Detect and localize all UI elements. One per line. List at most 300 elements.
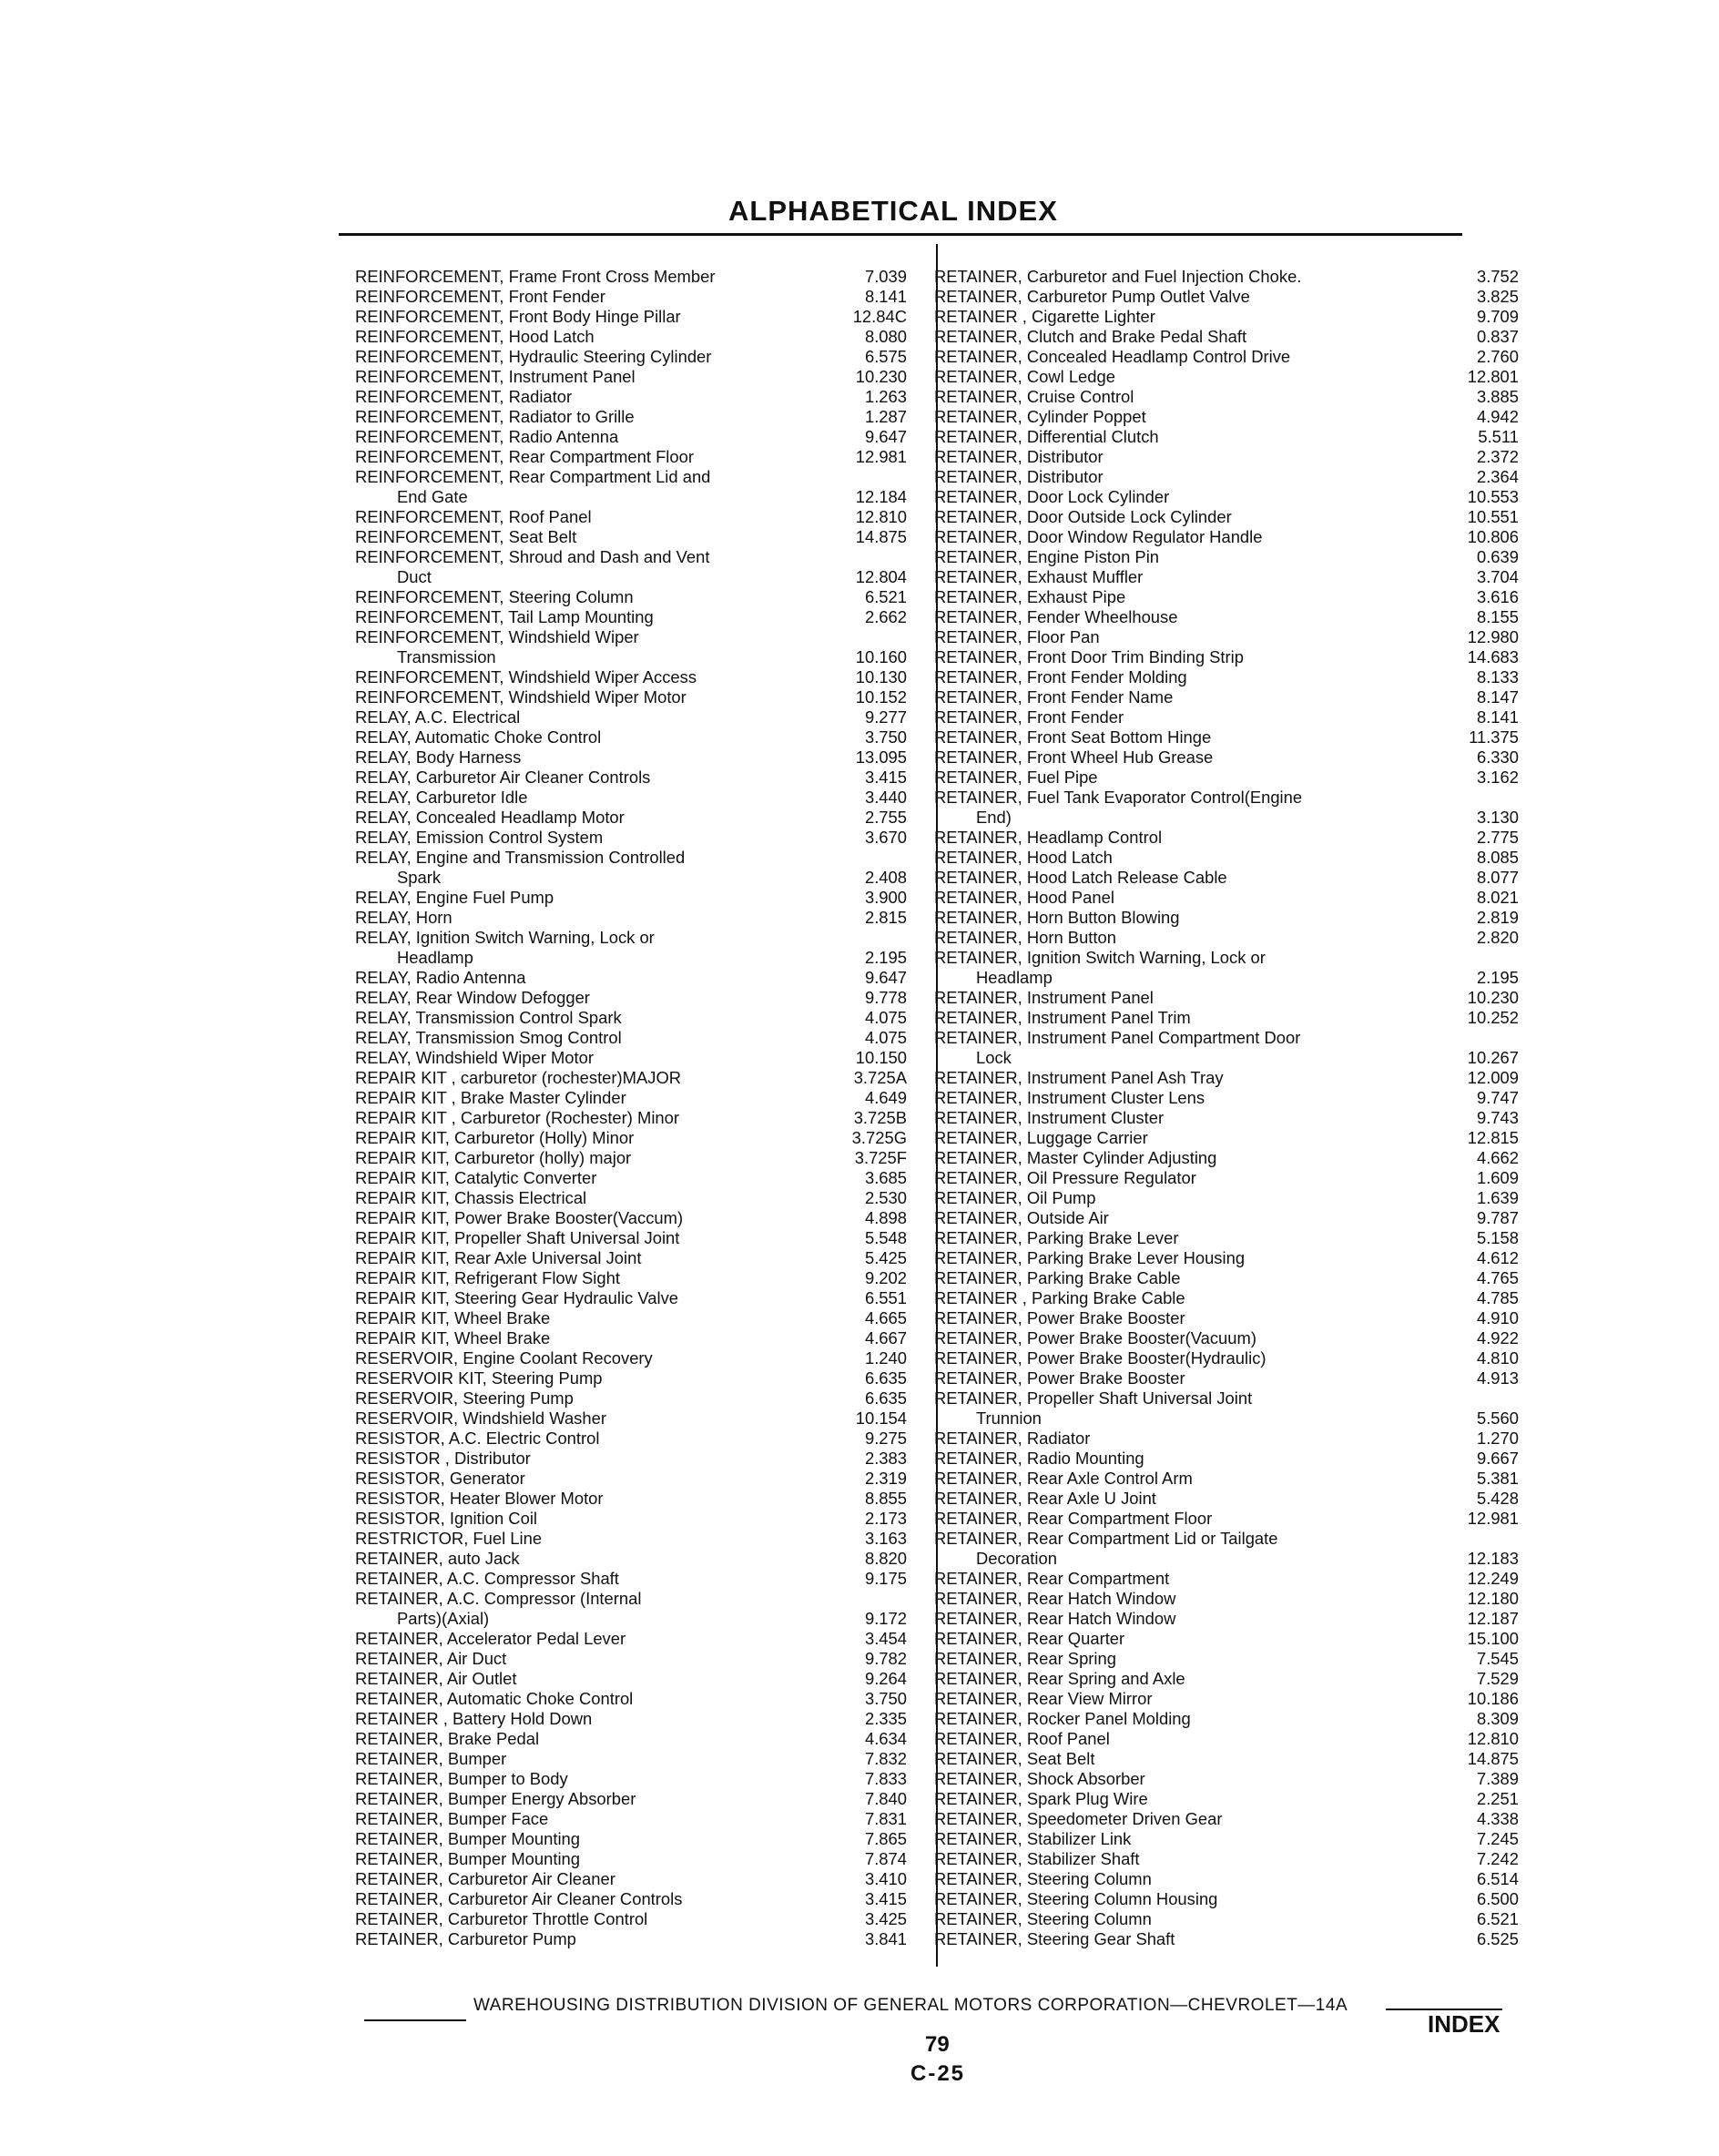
index-entry — [934, 948, 1519, 988]
entry-name: RELAY, Carburetor Air Cleaner Controls — [355, 768, 651, 787]
index-entry — [355, 1048, 925, 1068]
entry-name: RETAINER, Bumper Face — [355, 1809, 549, 1828]
entry-page-ref: 7.389 — [1476, 1769, 1519, 1788]
entry-name: REINFORCEMENT, Rear Compartment Lid and — [355, 467, 711, 486]
entry-page-ref: 5.381 — [1476, 1469, 1519, 1488]
entry-page-ref: 10.150 — [855, 1048, 907, 1067]
entry-name: RELAY, Engine and Transmission Controlled — [355, 848, 686, 867]
entry-page-ref: 7.245 — [1476, 1829, 1519, 1848]
index-entry — [934, 1729, 1519, 1749]
entry-name: REPAIR KIT, Refrigerant Flow Sight — [355, 1268, 620, 1287]
index-entry — [355, 507, 925, 527]
index-entry — [355, 447, 925, 467]
entry-name: RETAINER, Distributor — [934, 447, 1104, 466]
index-entry — [355, 1088, 925, 1108]
entry-name: RETAINER , Cigarette Lighter — [934, 307, 1155, 326]
entry-page-ref: 3.825 — [1476, 287, 1519, 306]
entry-page-ref: 8.077 — [1476, 868, 1519, 887]
entry-page-ref: 8.141 — [864, 287, 907, 306]
entry-name: REPAIR KIT, Wheel Brake — [355, 1308, 551, 1327]
index-entry — [355, 1789, 925, 1809]
entry-page-ref: 6.635 — [864, 1388, 907, 1408]
index-entry — [355, 387, 925, 407]
entry-page-ref: 8.155 — [1476, 607, 1519, 626]
entry-name: RETAINER, Fuel Tank Evaporator Control(Engine — [934, 788, 1303, 807]
entry-page-ref: 3.616 — [1476, 587, 1519, 606]
entry-page-ref: 9.647 — [864, 427, 907, 446]
entry-name: RETAINER, Cowl Ledge — [934, 367, 1115, 386]
entry-page-ref: 12.187 — [1467, 1609, 1519, 1628]
index-entry — [355, 1529, 925, 1549]
index-entry — [355, 267, 925, 287]
index-entry — [355, 1649, 925, 1669]
entry-name: RETAINER, Radio Mounting — [934, 1449, 1144, 1468]
entry-name: RETAINER, Cylinder Poppet — [934, 407, 1146, 426]
entry-name: REINFORCEMENT, Instrument Panel — [355, 367, 636, 386]
index-entry — [355, 828, 925, 848]
entry-page-ref: 12.815 — [1467, 1128, 1519, 1147]
index-entry — [355, 1569, 925, 1589]
entry-name-continued: Spark — [397, 868, 442, 887]
page-code: C-25 — [910, 2061, 966, 2086]
entry-page-ref: 4.612 — [1476, 1248, 1519, 1267]
entry-name: REINFORCEMENT, Front Body Hinge Pillar — [355, 307, 681, 326]
index-entry — [934, 1068, 1519, 1088]
entry-page-ref: 7.840 — [864, 1789, 907, 1808]
entry-name: RETAINER, Oil Pump — [934, 1188, 1096, 1207]
entry-page-ref: 0.837 — [1476, 327, 1519, 346]
index-entry — [934, 667, 1519, 687]
entry-name: RETAINER, Fuel Pipe — [934, 768, 1098, 787]
entry-page-ref: 7.874 — [864, 1849, 907, 1868]
entry-name: RESTRICTOR, Fuel Line — [355, 1529, 543, 1548]
index-entry — [934, 1749, 1519, 1769]
entry-page-ref: 7.832 — [864, 1749, 907, 1768]
entry-name: REPAIR KIT , carburetor (rochester)MAJOR — [355, 1068, 682, 1087]
entry-name: REPAIR KIT, Carburetor (holly) major — [355, 1148, 632, 1167]
entry-name: RETAINER, Steering Column — [934, 1869, 1152, 1888]
index-entry — [934, 1008, 1519, 1028]
entry-page-ref: 7.545 — [1476, 1649, 1519, 1668]
entry-name: RELAY, Ignition Switch Warning, Lock or — [355, 928, 655, 947]
entry-name: REINFORCEMENT, Frame Front Cross Member — [355, 267, 716, 286]
entry-page-ref: 5.511 — [1478, 427, 1519, 446]
index-entry — [355, 607, 925, 627]
entry-page-ref: 9.743 — [1476, 1108, 1519, 1127]
entry-name: RETAINER, Parking Brake Lever — [934, 1228, 1179, 1247]
index-column-right — [934, 267, 1519, 1949]
index-entry — [934, 848, 1519, 868]
index-entry — [355, 1409, 925, 1429]
entry-page-ref: 3.130 — [1476, 808, 1519, 827]
index-entry — [934, 1188, 1519, 1208]
entry-page-ref: 10.186 — [1467, 1689, 1519, 1708]
entry-page-ref: 1.639 — [1476, 1188, 1519, 1207]
index-entry — [934, 928, 1519, 948]
entry-page-ref: 7.529 — [1476, 1669, 1519, 1688]
entry-name: RETAINER, Instrument Cluster Lens — [934, 1088, 1205, 1107]
entry-name: RETAINER, Rear Spring — [934, 1649, 1116, 1668]
index-entry — [355, 747, 925, 768]
index-entry — [355, 1168, 925, 1188]
entry-page-ref: 5.548 — [864, 1228, 907, 1247]
index-entry — [355, 1368, 925, 1388]
index-entry — [934, 1849, 1519, 1869]
entry-name: RETAINER, Bumper Mounting — [355, 1829, 580, 1848]
entry-name: RETAINER, Power Brake Booster(Hydraulic) — [934, 1348, 1266, 1368]
index-entry — [934, 1429, 1519, 1449]
entry-name: RETAINER, Ignition Switch Warning, Lock or — [934, 948, 1266, 967]
entry-page-ref: 4.942 — [1476, 407, 1519, 426]
entry-page-ref: 4.075 — [864, 1008, 907, 1027]
entry-page-ref: 2.662 — [864, 607, 907, 626]
entry-page-ref: 6.551 — [864, 1288, 907, 1307]
index-entry — [934, 868, 1519, 888]
entry-page-ref: 8.080 — [864, 327, 907, 346]
entry-name: RESISTOR, Heater Blower Motor — [355, 1489, 604, 1508]
index-entry — [355, 1068, 925, 1088]
index-entry — [355, 1709, 925, 1729]
index-entry — [934, 768, 1519, 788]
index-entry — [355, 327, 925, 347]
entry-name-continued: Parts)(Axial) — [397, 1609, 490, 1628]
entry-name: RETAINER, Automatic Choke Control — [355, 1689, 634, 1708]
entry-page-ref: 12.981 — [1467, 1509, 1519, 1528]
entry-name: RETAINER, Concealed Headlamp Control Drive — [934, 347, 1291, 366]
entry-page-ref: 3.704 — [1476, 567, 1519, 586]
index-entry — [934, 1609, 1519, 1629]
entry-name: RETAINER, Instrument Panel Trim — [934, 1008, 1191, 1027]
entry-name: RESISTOR, A.C. Electric Control — [355, 1429, 600, 1448]
entry-name: RETAINER, Accelerator Pedal Lever — [355, 1629, 626, 1648]
entry-page-ref: 7.865 — [864, 1829, 907, 1848]
entry-name: RETAINER, A.C. Compressor (Internal — [355, 1589, 642, 1608]
entry-name: RETAINER, Horn Button Blowing — [934, 908, 1180, 927]
index-entry — [355, 407, 925, 427]
footer-rule-left — [364, 2019, 466, 2021]
entry-page-ref: 14.683 — [1467, 647, 1519, 666]
entry-name: REINFORCEMENT, Seat Belt — [355, 527, 577, 546]
entry-page-ref: 12.801 — [1467, 367, 1519, 386]
entry-name: RELAY, Carburetor Idle — [355, 788, 528, 807]
entry-name: RETAINER, Roof Panel — [934, 1729, 1110, 1748]
entry-page-ref: 12.810 — [1467, 1729, 1519, 1748]
entry-page-ref: 9.277 — [864, 707, 907, 727]
entry-name: RETAINER, Carburetor Air Cleaner Controls — [355, 1889, 683, 1908]
entry-name: REPAIR KIT, Catalytic Converter — [355, 1168, 597, 1187]
entry-page-ref: 8.147 — [1476, 687, 1519, 707]
entry-name: RETAINER , Battery Hold Down — [355, 1709, 593, 1728]
entry-page-ref: 8.855 — [864, 1489, 907, 1508]
index-entry — [355, 1869, 925, 1889]
entry-page-ref: 2.173 — [864, 1509, 907, 1528]
index-entry — [934, 687, 1519, 707]
index-entry — [934, 327, 1519, 347]
entry-page-ref: 1.263 — [864, 387, 907, 406]
entry-name: RETAINER, Door Outside Lock Cylinder — [934, 507, 1232, 526]
index-entry — [934, 908, 1519, 928]
index-entry — [355, 1328, 925, 1348]
index-entry — [934, 1489, 1519, 1509]
index-entry — [355, 1268, 925, 1288]
entry-name-continued: Headlamp — [397, 948, 473, 967]
entry-page-ref: 3.750 — [864, 1689, 907, 1708]
index-entry — [934, 1669, 1519, 1689]
entry-name: RELAY, Emission Control System — [355, 828, 604, 847]
entry-name: REPAIR KIT, Propeller Shaft Universal Joint — [355, 1228, 680, 1247]
entry-page-ref: 9.275 — [864, 1429, 907, 1448]
index-entry — [355, 1469, 925, 1489]
entry-page-ref: 1.270 — [1476, 1429, 1519, 1448]
entry-name: RETAINER, Floor Pan — [934, 627, 1100, 646]
entry-page-ref: 3.425 — [864, 1909, 907, 1928]
entry-page-ref: 8.133 — [1476, 667, 1519, 686]
entry-name: RETAINER, Door Window Regulator Handle — [934, 527, 1263, 546]
index-entry — [355, 848, 925, 888]
index-entry — [934, 387, 1519, 407]
index-entry — [934, 1308, 1519, 1328]
entry-page-ref: 3.415 — [864, 768, 907, 787]
entry-page-ref: 9.202 — [864, 1268, 907, 1287]
entry-name: RETAINER, Clutch and Brake Pedal Shaft — [934, 327, 1247, 346]
index-entry — [934, 627, 1519, 647]
entry-page-ref: 3.725A — [853, 1068, 907, 1087]
index-entry — [355, 687, 925, 707]
entry-name: RETAINER, auto Jack — [355, 1549, 520, 1568]
index-entry — [355, 1028, 925, 1048]
entry-name: RETAINER, Bumper Energy Absorber — [355, 1789, 636, 1808]
entry-page-ref: 3.415 — [864, 1889, 907, 1908]
page-title: ALPHABETICAL INDEX — [728, 195, 1058, 227]
index-entry — [934, 1208, 1519, 1228]
entry-page-ref: 6.500 — [1476, 1889, 1519, 1908]
index-entry — [355, 1429, 925, 1449]
index-entry — [934, 1469, 1519, 1489]
entry-name: REINFORCEMENT, Windshield Wiper Motor — [355, 687, 687, 707]
entry-name: RETAINER, Air Outlet — [355, 1669, 517, 1688]
entry-name: REPAIR KIT , Brake Master Cylinder — [355, 1088, 626, 1107]
entry-page-ref: 6.575 — [864, 347, 907, 366]
entry-name: RETAINER, Luggage Carrier — [934, 1128, 1148, 1147]
entry-page-ref: 2.775 — [1476, 828, 1519, 847]
entry-name-continued: End Gate — [397, 487, 468, 506]
entry-page-ref: 10.230 — [855, 367, 907, 386]
entry-name: REINFORCEMENT, Windshield Wiper — [355, 627, 639, 646]
index-entry — [355, 347, 925, 367]
index-entry — [355, 1489, 925, 1509]
entry-page-ref: 9.264 — [864, 1669, 907, 1688]
entry-page-ref: 3.440 — [864, 788, 907, 807]
entry-name: RETAINER, Horn Button — [934, 928, 1116, 947]
index-entry — [934, 1909, 1519, 1929]
entry-page-ref: 6.521 — [1476, 1909, 1519, 1928]
entry-page-ref: 4.913 — [1476, 1368, 1519, 1388]
index-entry — [934, 647, 1519, 667]
entry-page-ref: 9.782 — [864, 1649, 907, 1668]
entry-page-ref: 2.755 — [864, 808, 907, 827]
index-entry — [355, 1348, 925, 1368]
index-entry — [934, 1148, 1519, 1168]
index-entry — [934, 1689, 1519, 1709]
entry-name-continued: Headlamp — [976, 968, 1053, 987]
index-entry — [934, 607, 1519, 627]
entry-name: RETAINER, Rear Hatch Window — [934, 1609, 1176, 1628]
entry-name: RETAINER, Front Wheel Hub Grease — [934, 747, 1214, 767]
index-entry — [934, 1509, 1519, 1529]
index-entry — [355, 1308, 925, 1328]
entry-name-continued: Trunnion — [976, 1409, 1042, 1428]
entry-name: REPAIR KIT, Carburetor (Holly) Minor — [355, 1128, 635, 1147]
entry-name: RETAINER, Instrument Cluster — [934, 1108, 1165, 1127]
entry-page-ref: 12.183 — [1467, 1549, 1519, 1568]
entry-page-ref: 12.810 — [855, 507, 907, 526]
entry-name: RETAINER, Rear Compartment Floor — [934, 1509, 1213, 1528]
entry-page-ref: 10.267 — [1467, 1048, 1519, 1067]
index-entry — [934, 567, 1519, 587]
entry-name: RETAINER, Rear View Mirror — [934, 1689, 1153, 1708]
index-entry — [355, 1449, 925, 1469]
index-entry — [934, 1829, 1519, 1849]
entry-name: RETAINER, Cruise Control — [934, 387, 1134, 406]
index-entry — [355, 1909, 925, 1929]
index-entry — [934, 788, 1519, 828]
entry-name: RETAINER, Carburetor and Fuel Injection Choke. — [934, 267, 1302, 286]
entry-page-ref: 12.804 — [855, 567, 907, 586]
entry-page-ref: 4.785 — [1476, 1288, 1519, 1307]
entry-name: RETAINER, Exhaust Pipe — [934, 587, 1126, 606]
entry-name: RETAINER, Brake Pedal — [355, 1729, 540, 1748]
entry-page-ref: 6.514 — [1476, 1869, 1519, 1888]
index-entry — [355, 1849, 925, 1869]
entry-name: RELAY, Engine Fuel Pump — [355, 888, 554, 907]
index-entry — [934, 1929, 1519, 1949]
entry-page-ref: 4.665 — [864, 1308, 907, 1327]
entry-page-ref: 9.787 — [1476, 1208, 1519, 1227]
entry-name: RETAINER, Carburetor Air Cleaner — [355, 1869, 615, 1888]
entry-name: RETAINER, Speedometer Driven Gear — [934, 1809, 1223, 1828]
index-entry — [934, 828, 1519, 848]
entry-name-continued: Lock — [976, 1048, 1012, 1067]
index-entry — [934, 1108, 1519, 1128]
entry-page-ref: 11.375 — [1469, 727, 1519, 747]
entry-name: RESISTOR, Generator — [355, 1469, 525, 1488]
index-entry — [934, 547, 1519, 567]
entry-name: RETAINER, Front Fender — [934, 707, 1124, 727]
entry-page-ref: 1.287 — [864, 407, 907, 426]
entry-name: REPAIR KIT, Steering Gear Hydraulic Valve — [355, 1288, 679, 1307]
entry-name: RELAY, A.C. Electrical — [355, 707, 521, 727]
entry-page-ref: 2.251 — [1476, 1789, 1519, 1808]
entry-name: RETAINER, Headlamp Control — [934, 828, 1163, 847]
entry-name: RETAINER, Hood Latch Release Cable — [934, 868, 1227, 887]
entry-name: REPAIR KIT , Carburetor (Rochester) Minor — [355, 1108, 679, 1127]
entry-page-ref: 10.252 — [1467, 1008, 1519, 1027]
entry-name: RETAINER , Parking Brake Cable — [934, 1288, 1185, 1307]
index-entry — [355, 968, 925, 988]
entry-name: RESERVOIR, Engine Coolant Recovery — [355, 1348, 653, 1368]
index-entry — [355, 547, 925, 587]
entry-page-ref: 3.685 — [864, 1168, 907, 1187]
entry-page-ref: 4.810 — [1476, 1348, 1519, 1368]
index-entry — [355, 527, 925, 547]
entry-page-ref: 3.752 — [1476, 267, 1519, 286]
entry-name: RETAINER, Bumper to Body — [355, 1769, 568, 1788]
entry-name: RETAINER, Steering Column Housing — [934, 1889, 1218, 1908]
entry-name: RELAY, Transmission Smog Control — [355, 1028, 622, 1047]
entry-page-ref: 6.521 — [864, 587, 907, 606]
entry-page-ref: 2.408 — [864, 868, 907, 887]
index-entry — [355, 988, 925, 1008]
entry-page-ref: 5.425 — [864, 1248, 907, 1267]
index-entry — [934, 1368, 1519, 1388]
index-entry — [355, 1108, 925, 1128]
entry-name: RETAINER, Exhaust Muffler — [934, 567, 1144, 586]
entry-name: RETAINER, Rear Compartment — [934, 1569, 1170, 1588]
entry-name-continued: Decoration — [976, 1549, 1057, 1568]
index-entry — [355, 587, 925, 607]
entry-name: RETAINER, Power Brake Booster — [934, 1308, 1185, 1327]
entry-name: RESERVOIR, Steering Pump — [355, 1388, 574, 1408]
index-entry — [934, 1088, 1519, 1108]
index-entry — [355, 1549, 925, 1569]
entry-page-ref: 15.100 — [1467, 1629, 1519, 1648]
entry-name: RETAINER, Parking Brake Cable — [934, 1268, 1181, 1287]
entry-name: RETAINER, Bumper Mounting — [355, 1849, 580, 1868]
entry-name: RETAINER, Instrument Panel Ash Tray — [934, 1068, 1224, 1087]
entry-page-ref: 5.428 — [1476, 1489, 1519, 1508]
index-entry — [934, 1649, 1519, 1669]
entry-page-ref: 7.039 — [864, 267, 907, 286]
entry-page-ref: 12.184 — [855, 487, 907, 506]
entry-name: RETAINER, Shock Absorber — [934, 1769, 1145, 1788]
entry-name: RETAINER, Rear Spring and Axle — [934, 1669, 1185, 1688]
entry-page-ref: 4.667 — [864, 1328, 907, 1348]
index-entry — [934, 1569, 1519, 1589]
index-entry — [934, 507, 1519, 527]
index-entry — [934, 1328, 1519, 1348]
index-entry — [934, 1028, 1519, 1068]
entry-name-continued: End) — [976, 808, 1012, 827]
entry-page-ref: 2.820 — [1476, 928, 1519, 947]
entry-name: RETAINER, Oil Pressure Regulator — [934, 1168, 1196, 1187]
entry-name: RETAINER, Radiator — [934, 1429, 1091, 1448]
entry-name: RESISTOR, Ignition Coil — [355, 1509, 537, 1528]
entry-name: REINFORCEMENT, Front Fender — [355, 287, 605, 306]
index-entry — [355, 788, 925, 808]
entry-name: RETAINER, Carburetor Pump — [355, 1929, 576, 1948]
index-entry — [355, 908, 925, 928]
page-number: 79 — [925, 2032, 950, 2057]
index-entry — [934, 287, 1519, 307]
entry-name: RETAINER, Carburetor Pump Outlet Valve — [934, 287, 1250, 306]
entry-page-ref: 3.670 — [864, 828, 907, 847]
entry-name: RETAINER, Rear Quarter — [934, 1629, 1125, 1648]
entry-page-ref: 7.833 — [864, 1769, 907, 1788]
entry-name: RETAINER, Power Brake Booster(Vacuum) — [934, 1328, 1256, 1348]
index-entry — [355, 1669, 925, 1689]
entry-name: RETAINER, Engine Piston Pin — [934, 547, 1160, 566]
entry-name: RETAINER, Parking Brake Lever Housing — [934, 1248, 1246, 1267]
entry-name: REINFORCEMENT, Windshield Wiper Access — [355, 667, 697, 686]
entry-page-ref: 10.230 — [1467, 988, 1519, 1007]
entry-page-ref: 2.383 — [864, 1449, 907, 1468]
entry-name: RESISTOR , Distributor — [355, 1449, 531, 1468]
entry-page-ref: 9.778 — [864, 988, 907, 1007]
entry-page-ref: 12.981 — [855, 447, 907, 466]
entry-name: RETAINER, Steering Gear Shaft — [934, 1929, 1175, 1948]
entry-name: RELAY, Radio Antenna — [355, 968, 526, 987]
entry-name: RETAINER, Rear Axle Control Arm — [934, 1469, 1193, 1488]
